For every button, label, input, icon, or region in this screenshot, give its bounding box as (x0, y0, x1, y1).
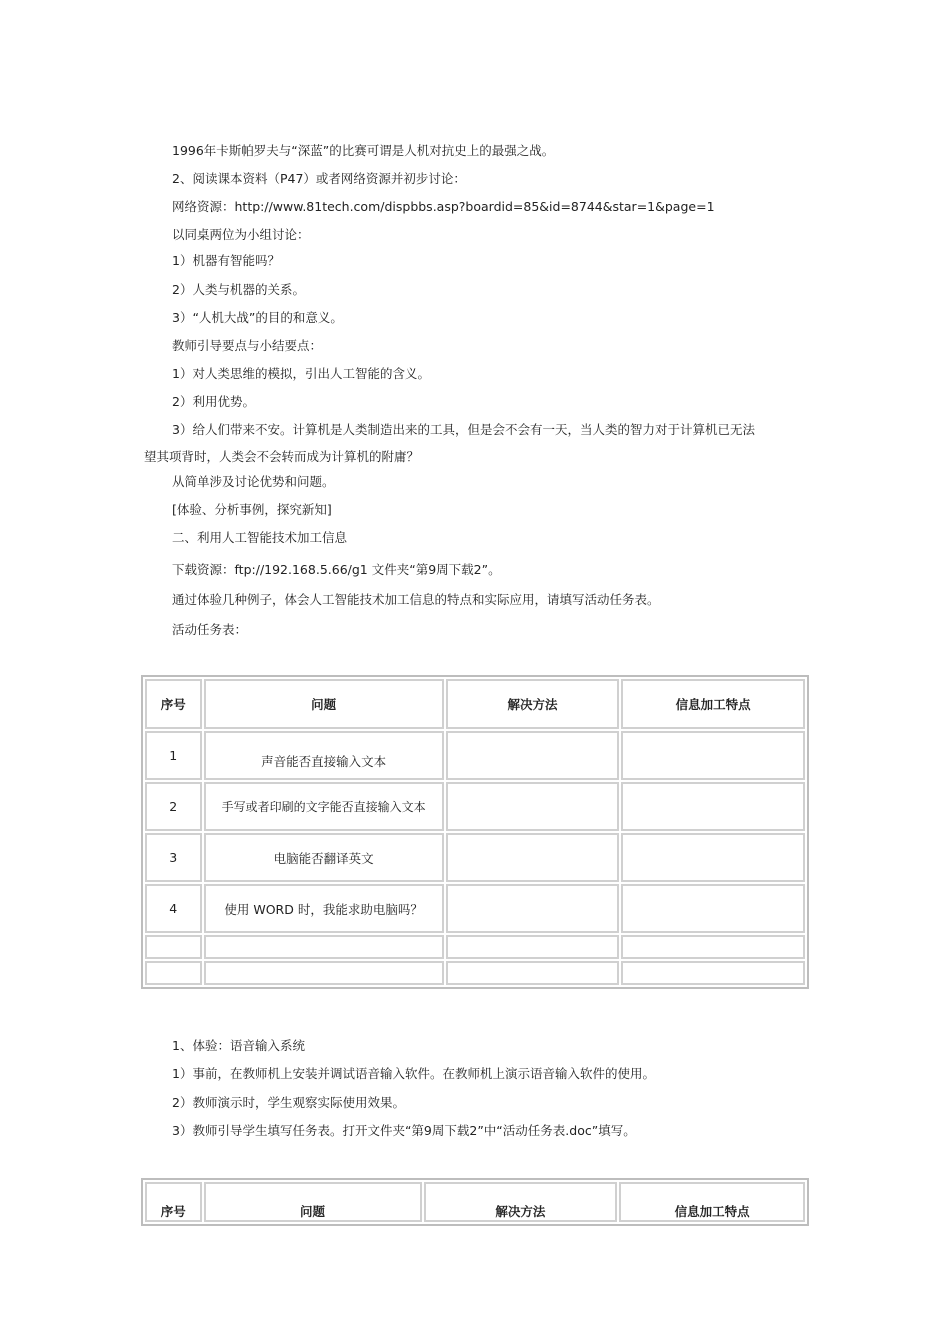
table-cell[interactable] (204, 961, 444, 985)
paragraph: 2、阅读课本资料（P47）或者网络资源并初步讨论： (172, 171, 466, 186)
paragraph: 2）教师演示时，学生观察实际使用效果。 (172, 1095, 405, 1110)
header-solution: 解决方法 (446, 679, 620, 729)
table-cell[interactable] (446, 884, 620, 933)
paragraph: 下载资源：ftp://192.168.5.66/g1 文件夹“第9周下载2”。 (172, 562, 501, 577)
paragraph: 通过体验几种例子，体会人工智能技术加工信息的特点和实际应用，请填写活动任务表。 (172, 592, 660, 607)
table-cell[interactable] (446, 833, 620, 882)
table-header-row (145, 1182, 805, 1222)
table-cell[interactable] (145, 935, 202, 959)
activity-task-table (141, 675, 809, 989)
header-question: 问题 (204, 1182, 422, 1222)
table-cell[interactable]: 电脑能否翻译英文 (204, 833, 444, 882)
paragraph: 3）“人机大战”的目的和意义。 (172, 310, 343, 325)
table-cell[interactable]: 使用 WORD 时，我能求助电脑吗？ (204, 884, 444, 933)
table-cell[interactable]: 3 (145, 833, 202, 882)
header-question: 问题 (204, 679, 444, 729)
paragraph-link: 网络资源：http://www.81tech.com/dispbbs.asp?boardid=85&id=8744&star=1&page=1 (172, 199, 715, 214)
paragraph: 1996年卡斯帕罗夫与“深蓝”的比赛可谓是人机对抗史上的最强之战。 (172, 143, 555, 158)
table-cell[interactable] (145, 961, 202, 985)
table-row (145, 935, 805, 959)
paragraph: 从简单涉及讨论优势和问题。 (172, 474, 335, 489)
paragraph: 3）教师引导学生填写任务表。打开文件夹“第9周下载2”中“活动任务表.doc”填写。 (172, 1123, 636, 1138)
table-cell[interactable] (621, 961, 805, 985)
table-cell[interactable] (621, 833, 805, 882)
table-header-row (145, 679, 805, 729)
header-solution: 解决方法 (424, 1182, 618, 1222)
paragraph: 活动任务表： (172, 622, 248, 637)
header-index: 序号 (145, 679, 202, 729)
table-cell[interactable] (446, 731, 620, 780)
table-cell[interactable]: 2 (145, 782, 202, 831)
paragraph: 以同桌两位为小组讨论： (172, 227, 310, 242)
table-cell[interactable] (621, 782, 805, 831)
table-cell[interactable] (446, 935, 620, 959)
header-feature: 信息加工特点 (621, 679, 805, 729)
table-cell[interactable] (446, 961, 620, 985)
table-cell[interactable] (621, 884, 805, 933)
table-row (145, 782, 805, 831)
paragraph: 望其项背时，人类会不会转而成为计算机的附庸？ (144, 449, 420, 464)
table-cell[interactable] (621, 731, 805, 780)
table-row (145, 884, 805, 933)
table-row (145, 833, 805, 882)
table-cell[interactable]: 手写或者印刷的文字能否直接输入文本 (204, 782, 444, 831)
paragraph: 2）人类与机器的关系。 (172, 282, 305, 297)
paragraph: 3）给人们带来不安。计算机是人类制造出来的工具，但是会不会有一天，当人类的智力对于计算机已无法 (172, 422, 755, 437)
paragraph: [体验、分析事例，探究新知] (172, 502, 332, 517)
table-cell[interactable]: 4 (145, 884, 202, 933)
paragraph: 1、体验：语音输入系统 (172, 1038, 305, 1053)
paragraph: 1）事前，在教师机上安装并调试语音输入软件。在教师机上演示语音输入软件的使用。 (172, 1066, 655, 1081)
table-cell[interactable] (621, 935, 805, 959)
paragraph: 教师引导要点与小结要点： (172, 338, 323, 353)
table-cell[interactable]: 声音能否直接输入文本 (204, 731, 444, 780)
table-row (145, 731, 805, 780)
paragraph: 1）机器有智能吗？ (172, 253, 280, 268)
paragraph: 1）对人类思维的模拟，引出人工智能的含义。 (172, 366, 430, 381)
table-cell[interactable]: 1 (145, 731, 202, 780)
table-cell[interactable] (204, 935, 444, 959)
section-heading: 二、利用人工智能技术加工信息 (172, 530, 348, 545)
header-feature: 信息加工特点 (619, 1182, 805, 1222)
header-index: 序号 (145, 1182, 202, 1222)
table-row (145, 961, 805, 985)
paragraph: 2）利用优势。 (172, 394, 255, 409)
activity-task-table-2 (141, 1178, 809, 1226)
table-cell[interactable] (446, 782, 620, 831)
